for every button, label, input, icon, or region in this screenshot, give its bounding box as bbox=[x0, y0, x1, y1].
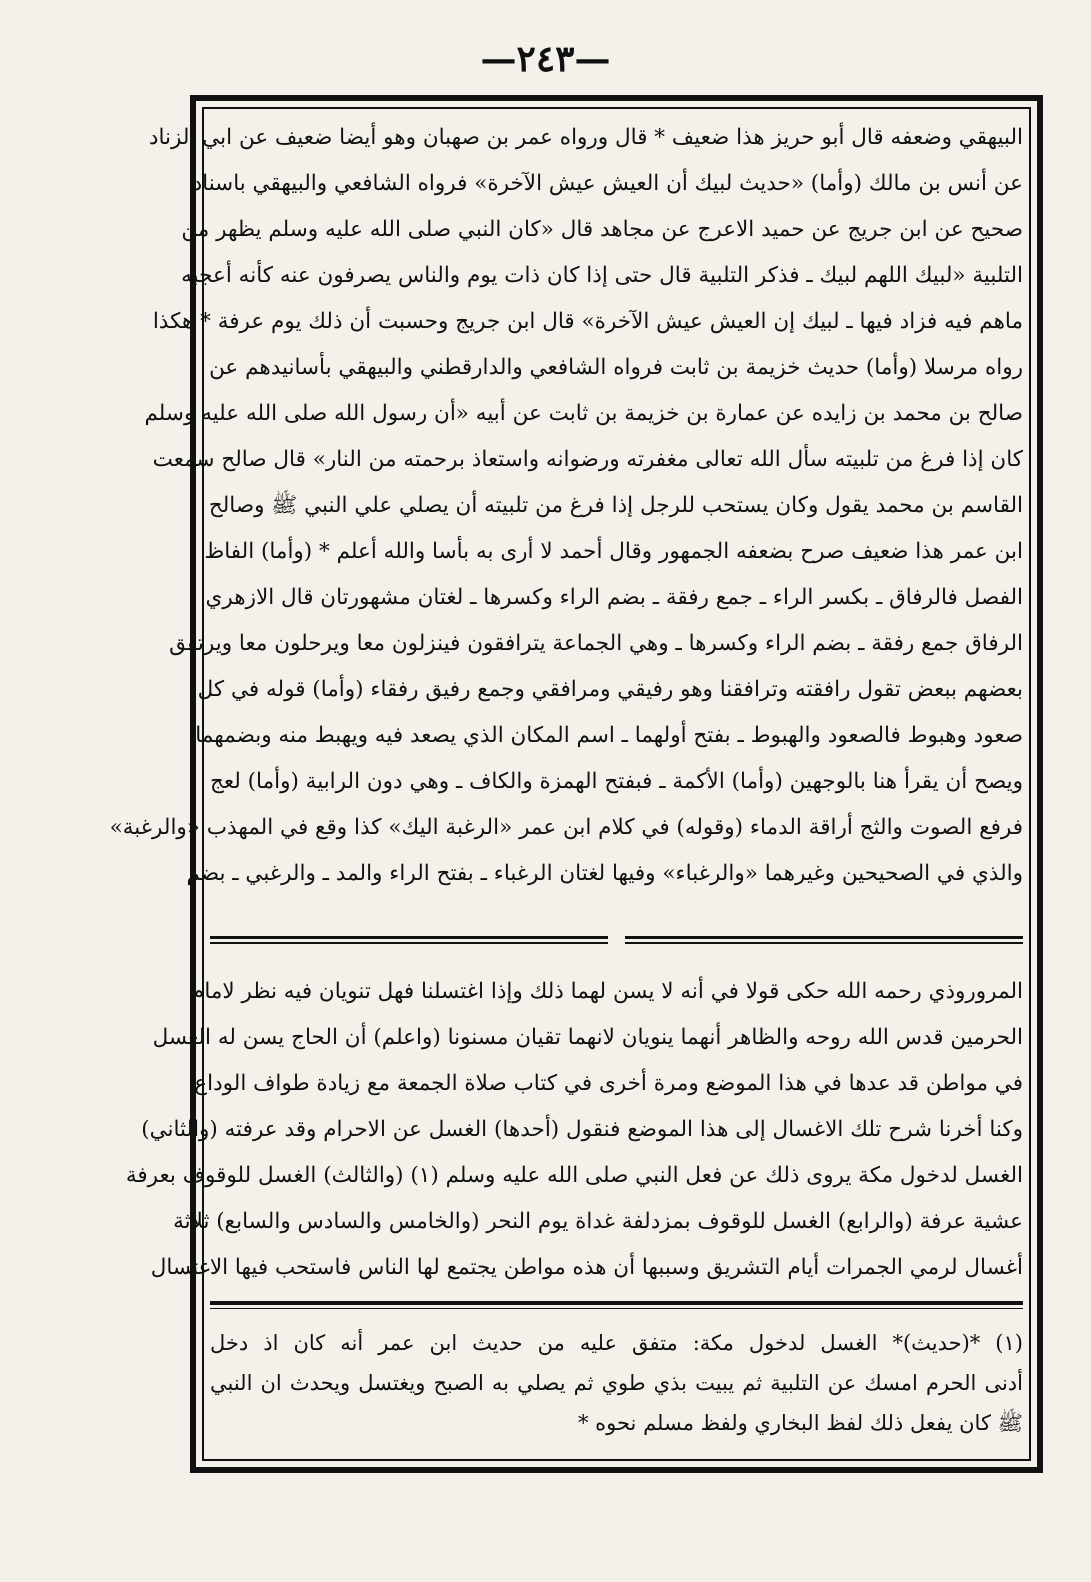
main-text-line: صحيح عن ابن جريج عن حميد الاعرج عن مجاهد قال «كان النبي صلى الله عليه وسلم يظهر من bbox=[181, 217, 1023, 242]
page-number: —٢٤٣— bbox=[480, 38, 611, 80]
commentary-line: وكنا أخرنا شرح تلك الاغسال إلى هذا الموضع فنقول (أحدها) الغسل عن الاحرام وقد عرفته (والثاني) bbox=[141, 1117, 1023, 1142]
main-text-line: ويصح أن يقرأ هنا بالوجهين (وأما) الأكمة ـ فبفتح الهمزة والكاف ـ وهي دون الرابية (وأما) لعج bbox=[210, 769, 1023, 794]
main-text bbox=[109, 115, 1023, 897]
footnote-line: (١) *(حديث)* الغسل لدخول مكة: متفق عليه من حديث ابن عمر أنه كان اذ دخل bbox=[210, 1331, 1023, 1355]
main-text-line: البيهقي وضعفه قال أبو حريز هذا ضعيف * قال ورواه عمر بن صهبان وهو أيضا ضعيف عن ابي الزناد bbox=[148, 125, 1023, 150]
main-text-line: والذي في الصحيحين وغيرهما «والرغباء» وفيها لغتان الرغباء ـ بفتح الراء والمد ـ والرغبي ـ بضم bbox=[186, 861, 1023, 886]
section-divider bbox=[210, 933, 1023, 947]
footnote-line: ﷺ كان يفعل ذلك لفظ البخاري ولفظ مسلم نحوه * bbox=[577, 1411, 1023, 1435]
main-text-line: عن أنس بن مالك (وأما) «حديث لبيك أن العيش عيش الآخرة» فرواه الشافعي والبيهقي باسناد bbox=[192, 171, 1023, 196]
main-text-line: القاسم بن محمد يقول وكان يستحب للرجل إذا فرغ من تلبيته أن يصلي علي النبي ﷺ وصالح bbox=[208, 493, 1023, 518]
footnote bbox=[210, 1323, 1023, 1443]
commentary-line: في مواطن قد عدها في هذا الموضع ومرة أخرى في كتاب صلاة الجمعة مع زيادة طواف الوداع bbox=[194, 1071, 1023, 1096]
main-text-line: صالح بن محمد بن زايده عن عمارة بن خزيمة بن ثابت عن أبيه «أن رسول الله صلى الله عليه وسلم bbox=[144, 401, 1023, 426]
main-text-line: فرفع الصوت والثج أراقة الدماء (وقوله) في كلام ابن عمر «الرغبة اليك» كذا وقع في المهذب «والرغبة» bbox=[109, 815, 1023, 840]
main-text-line: ابن عمر هذا ضعيف صرح بضعفه الجمهور وقال أحمد لا أرى به بأسا والله أعلم * (وأما) الفاظ bbox=[204, 539, 1023, 564]
main-text-line: ماهم فيه فزاد فيها ـ لبيك إن العيش عيش الآخرة» قال ابن جريج وحسبت أن ذلك يوم عرفة * هكذا bbox=[152, 309, 1023, 334]
commentary-text bbox=[125, 969, 1023, 1291]
main-text-line: بعضهم ببعض تقول رافقته وترافقنا وهو رفيقي ومرافقي وجمع رفيق رفقاء (وأما) قوله في كل bbox=[197, 677, 1023, 702]
footnote-divider bbox=[210, 1301, 1023, 1309]
main-text-line: صعود وهبوط فالصعود والهبوط ـ بفتح أولهما ـ اسم المكان الذي يصعد فيه ويهبط منه وبضمهما bbox=[195, 723, 1023, 748]
main-text-line: الفصل فالرفاق ـ بكسر الراء ـ جمع رفقة ـ بضم الراء وكسرها ـ لغتان مشهورتان قال الازهري bbox=[205, 585, 1023, 610]
main-text-line: كان إذا فرغ من تلبيته سأل الله تعالى مغفرته ورضوانه واستعاذ برحمته من النار» قال صالح سمعت bbox=[152, 447, 1023, 472]
main-text-line: الرفاق جمع رفقة ـ بضم الراء وكسرها ـ وهي الجماعة يترافقون فينزلون معا ويرحلون معا ويرتفق bbox=[169, 631, 1023, 656]
commentary-line: المروروذي رحمه الله حكى قولا في أنه لا يسن لهما ذلك وإذا اغتسلنا فهل تنويان فيه نظر لامام bbox=[191, 979, 1023, 1004]
main-text-line: رواه مرسلا (وأما) حديث خزيمة بن ثابت فرواه الشافعي والدارقطني والبيهقي بأسانيدهم عن bbox=[209, 355, 1023, 380]
footnote-line: أدنى الحرم امسك عن التلبية ثم يبيت بذي طوي ثم يصلي به الصبح ويغتسل ويحدث ان النبي bbox=[210, 1371, 1023, 1395]
divider-left bbox=[210, 936, 608, 944]
divider-right bbox=[625, 936, 1023, 944]
page-frame bbox=[109, 95, 1043, 1473]
main-text-line: التلبية «لبيك اللهم لبيك ـ فذكر التلبية قال حتى إذا كان ذات يوم والناس يصرفون عنه كأنه أعجبه bbox=[181, 263, 1023, 288]
commentary-line: أغسال لرمي الجمرات أيام التشريق وسببها أن هذه مواطن يجتمع لها الناس فاستحب فيها الاغتسال bbox=[150, 1255, 1023, 1280]
commentary-line: الغسل لدخول مكة يروى ذلك عن فعل النبي صلى الله عليه وسلم (١) (والثالث) الغسل للوقوف بعرفة bbox=[125, 1163, 1023, 1188]
commentary-line: الحرمين قدس الله روحه والظاهر أنهما ينويان لانهما تقيان مسنونا (واعلم) أن الحاج يسن له الغسل bbox=[152, 1025, 1023, 1050]
commentary-line: عشية عرفة (والرابع) الغسل للوقوف بمزدلفة غداة يوم النحر (والخامس والسادس والسابع) ثلاثة bbox=[173, 1209, 1023, 1234]
